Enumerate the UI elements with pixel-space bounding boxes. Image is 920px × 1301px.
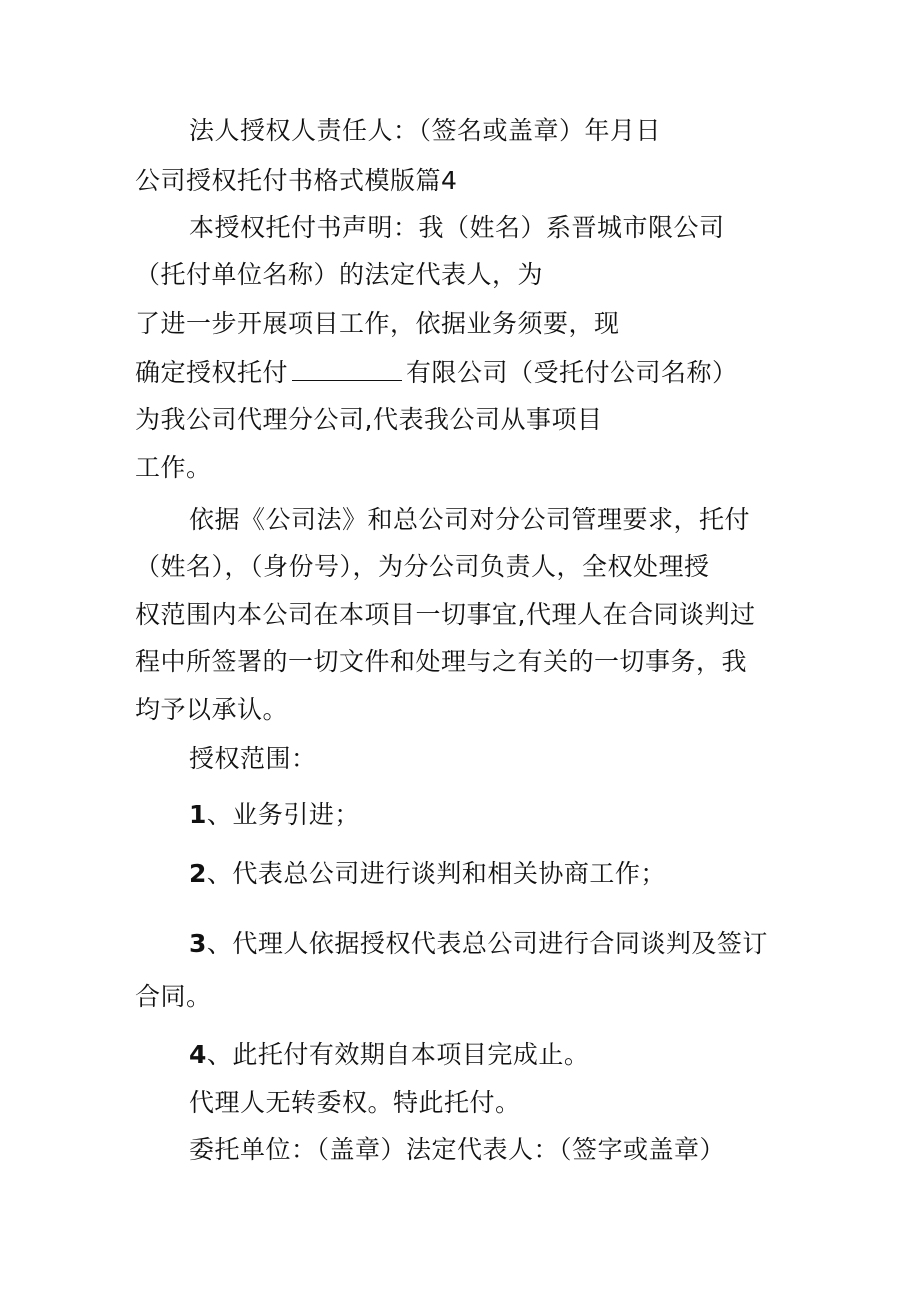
paragraph-line-with-blank [135,356,738,390]
paragraph-text: 有限公司（受托付公司名称） [406,358,738,387]
paragraph-line: （托付单位名称）的法定代表人，为 [135,260,544,289]
list-item-continuation: 合同。 [135,982,212,1011]
paragraph-line: 工作。 [135,453,212,482]
list-number: 1 [189,800,207,829]
paragraph-line: 权范围内本公司在本项目一切事宜,代理人在合同谈判过 [135,600,756,629]
paragraph-line: 代理人无转委权。特此托付。 [189,1088,521,1117]
list-text: 、业务引进； [206,800,360,829]
list-item [189,927,768,961]
paragraph-line: （姓名），（身份号），为分公司负责人，全权处理授 [135,552,710,581]
list-text: 、此托付有效期自本项目完成止。 [206,1040,590,1069]
scope-heading: 授权范围： [189,744,317,773]
signature-line: 委托单位：（盖章）法定代表人：（签字或盖章） [189,1135,726,1164]
list-text: 、代理人依据授权代表总公司进行合同谈判及签订 [206,929,768,958]
list-item [189,1038,589,1072]
paragraph-line: 程中所签署的一切文件和处理与之有关的一切事务，我 [135,647,748,676]
paragraph-line: 本授权托付书声明：我（姓名）系晋城市限公司 [189,213,725,242]
paragraph-line: 为我公司代理分公司,代表我公司从事项目 [135,405,603,434]
paragraph-line: 均予以承认。 [135,695,289,724]
signature-line: 法人授权人责任人：（签名或盖章）年月日 [189,116,662,145]
list-number: 2 [189,859,207,888]
list-text: 、代表总公司进行谈判和相关协商工作； [206,859,666,888]
paragraph-line: 依据《公司法》和总公司对分公司管理要求，托付 [189,505,751,534]
list-number: 3 [189,929,207,958]
paragraph-text: 确定授权托付 [135,358,289,387]
list-item [189,857,666,891]
list-number: 4 [189,1040,207,1069]
list-item [189,798,360,832]
paragraph-line: 了进一步开展项目工作，依据业务须要，现 [135,309,620,338]
section-title: 公司授权托付书格式模版篇4 [135,166,458,195]
fill-in-blank [292,358,402,381]
